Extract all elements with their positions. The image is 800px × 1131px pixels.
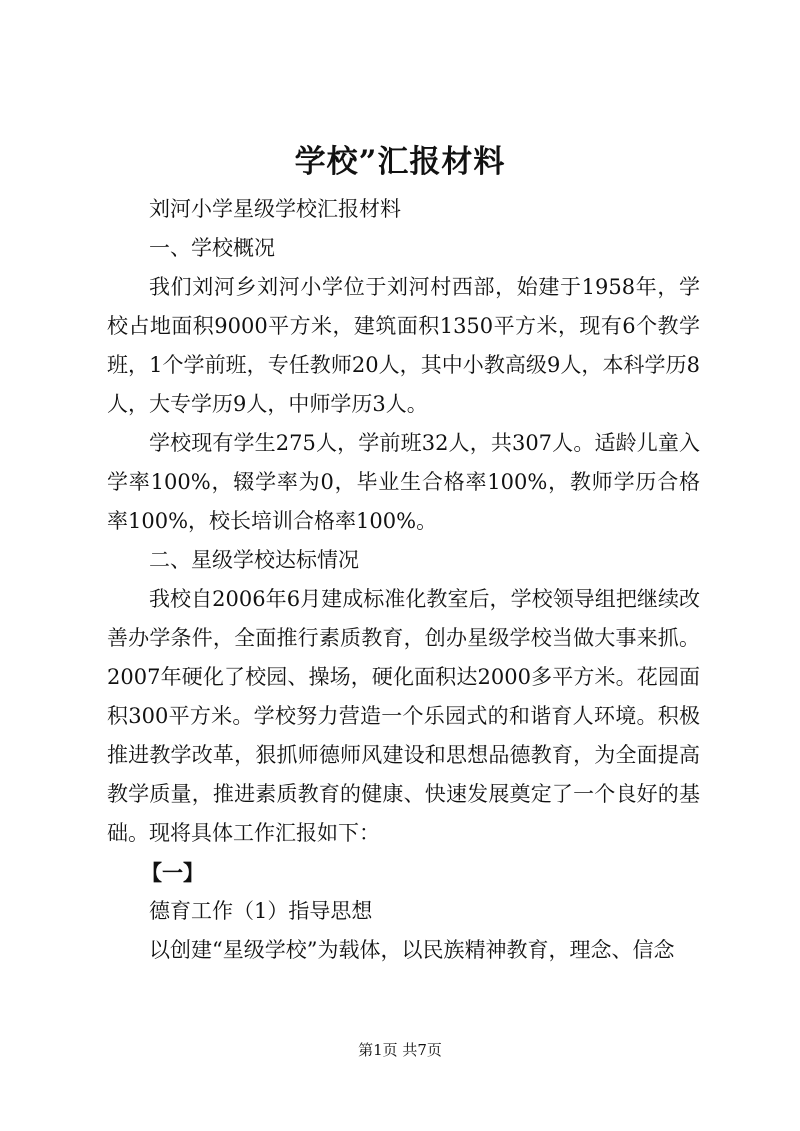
paragraph-school-overview: 我们刘河乡刘河小学位于刘河村西部，始建于1958年，学校占地面积9000平方米，建筑面积1350平方米，现有6个教学班，1个学前班，专任教师20人，其中小教高级9人，本科学历8人，大专学历9人，中师学历3人。: [107, 275, 700, 416]
document-title: 学校”汇报材料: [294, 144, 506, 180]
document-body: [107, 190, 700, 970]
subheading-moral-education: 德育工作（1）指导思想: [149, 899, 373, 923]
paragraph-moral-education: 以创建“星级学校”为载体，以民族精神教育，理念、信念: [149, 938, 675, 962]
page-footer: 第1页 共7页: [358, 1041, 442, 1059]
section-heading-overview: 一、学校概况: [149, 236, 275, 260]
section-heading-standards: 二、星级学校达标情况: [149, 548, 359, 572]
paragraph-student-stats: 学校现有学生275人，学前班32人，共307人。适龄儿童入学率100%，辍学率为0，毕业生合格率100%，教师学历合格率100%，校长培训合格率100%。: [107, 431, 700, 533]
section-marker: 【一】: [141, 860, 204, 885]
paragraph-standards-detail: 我校自2006年6月建成标准化教室后，学校领导组把继续改善办学条件，全面推行素质教育，创办星级学校当做大事来抓。2007年硬化了校园、操场，硬化面积达2000多平方米。花园面积300平方米。学校努力营造一个乐园式的和谐育人环境。积极推进教学改革，狠抓师德师风建设和思想品德教育，为全面提高教学质量，推进素质教育的健康、快速发展奠定了一个良好的基础。现将具体工作汇报如下：: [107, 587, 700, 845]
subtitle-paragraph: 刘河小学星级学校汇报材料: [149, 197, 401, 221]
